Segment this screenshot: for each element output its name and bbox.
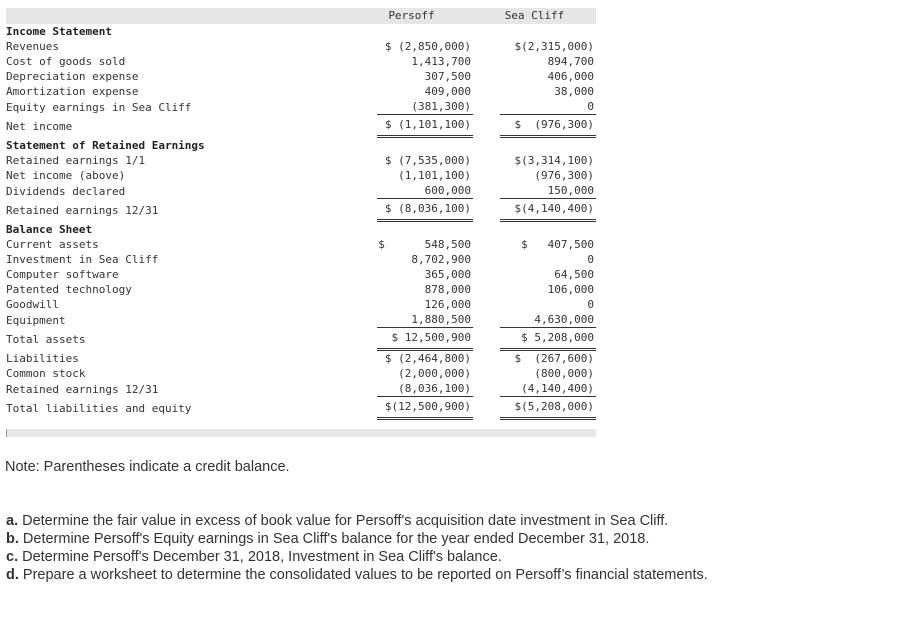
financial-statements-table (6, 8, 596, 420)
sea-cliff-cell (473, 297, 596, 312)
table-row (6, 351, 596, 366)
persoff-cell (350, 199, 473, 222)
persoff-value: $ (2,850,000) (384, 40, 471, 53)
question-b (6, 530, 708, 548)
total-row (6, 397, 596, 420)
table-row (6, 54, 596, 69)
sea-cliff-cell (473, 366, 596, 381)
row-label: Equipment (6, 313, 66, 327)
question-c (6, 548, 708, 566)
table-row (6, 69, 596, 84)
sea-cliff-value: 106,000 (547, 283, 594, 296)
sea-cliff-value: 150,000 (500, 183, 596, 199)
row-label: Patented technology (6, 283, 132, 296)
persoff-value: 365,000 (424, 268, 471, 281)
sea-cliff-cell (473, 267, 596, 282)
table-body (6, 24, 596, 420)
table-row (6, 312, 596, 328)
persoff-cell (350, 168, 473, 183)
row-label: Dividends declared (6, 184, 126, 198)
persoff-value: 8,702,900 (411, 253, 471, 266)
persoff-cell (350, 183, 473, 199)
table-row (6, 39, 596, 54)
question-letter: d. (6, 567, 19, 583)
sea-cliff-cell (473, 39, 596, 54)
sea-cliff-cell (473, 115, 596, 138)
table-row (6, 282, 596, 297)
persoff-cell (350, 237, 473, 252)
section-title: Statement of Retained Earnings (6, 139, 205, 152)
sea-cliff-value: (800,000) (534, 367, 594, 380)
persoff-cell (350, 115, 473, 138)
row-label: Equity earnings in Sea Cliff (6, 100, 192, 114)
sea-cliff-value: 0 (587, 298, 594, 311)
row-label: Depreciation expense (6, 70, 139, 83)
row-label: Retained earnings 12/31 (6, 382, 159, 396)
question-letter: b. (6, 531, 19, 547)
question-list (6, 512, 708, 584)
question-text: Prepare a worksheet to determine the consolidated values to be reported on Persoff’s financial statements. (18, 567, 708, 583)
persoff-cell (350, 252, 473, 267)
table-row (6, 183, 596, 199)
section-title: Income Statement (6, 25, 112, 38)
sea-cliff-value: $ (976,300) (500, 115, 596, 138)
sea-cliff-value: $(5,208,000) (500, 397, 596, 420)
header-label (6, 8, 350, 24)
persoff-value: $ (1,101,100) (377, 115, 473, 138)
total-row (6, 115, 596, 138)
sea-cliff-cell (473, 168, 596, 183)
section-header-row (6, 222, 596, 237)
row-label: Total assets (6, 332, 86, 346)
table-row (6, 99, 596, 115)
question-text: Determine Persoff's December 31, 2018, Investment in Sea Cliff's balance. (18, 549, 502, 565)
sea-cliff-cell (473, 84, 596, 99)
persoff-cell (350, 366, 473, 381)
row-label: Revenues (6, 40, 59, 53)
sea-cliff-cell (473, 252, 596, 267)
persoff-value: $ (7,535,000) (384, 154, 471, 167)
table-bottom-bar (6, 429, 596, 437)
note-text: Note: Parentheses indicate a credit balance. (5, 459, 290, 475)
persoff-value: 1,880,500 (377, 312, 473, 328)
persoff-cell (350, 328, 473, 351)
persoff-cell (350, 69, 473, 84)
persoff-value: 878,000 (424, 283, 471, 296)
header-sea-cliff: Sea Cliff (473, 8, 596, 24)
question-d (6, 566, 708, 584)
persoff-cell (350, 381, 473, 397)
persoff-value: 307,500 (424, 70, 471, 83)
question-a (6, 512, 708, 530)
persoff-cell (350, 54, 473, 69)
row-label: Computer software (6, 268, 119, 281)
sea-cliff-cell (473, 381, 596, 397)
persoff-cell (350, 351, 473, 366)
row-label: Amortization expense (6, 85, 139, 98)
table-row (6, 366, 596, 381)
row-label: Net income (above) (6, 169, 126, 182)
table-header-row (6, 8, 596, 24)
sea-cliff-cell (473, 237, 596, 252)
persoff-cell (350, 267, 473, 282)
sea-cliff-value: 64,500 (554, 268, 594, 281)
section-header-row (6, 138, 596, 153)
sea-cliff-value: (4,140,400) (500, 381, 596, 397)
row-label: Goodwill (6, 298, 59, 311)
sea-cliff-value: 38,000 (554, 85, 594, 98)
persoff-value: $ 548,500 (378, 238, 471, 251)
sea-cliff-value: 894,700 (547, 55, 594, 68)
total-row (6, 199, 596, 222)
row-label: Current assets (6, 238, 99, 251)
question-text: Determine the fair value in excess of book value for Persoff's acquisition date investment in Sea Cliff. (18, 513, 669, 529)
sea-cliff-cell (473, 69, 596, 84)
total-row (6, 328, 596, 351)
persoff-cell (350, 153, 473, 168)
persoff-value: $ 12,500,900 (377, 328, 473, 351)
persoff-value: $(12,500,900) (377, 397, 473, 420)
table-row (6, 267, 596, 282)
sea-cliff-value: $(4,140,400) (500, 199, 596, 222)
sea-cliff-cell (473, 282, 596, 297)
persoff-value: $ (2,464,800) (384, 352, 471, 365)
row-label: Retained earnings 12/31 (6, 203, 159, 217)
persoff-value: (2,000,000) (398, 367, 471, 380)
header-persoff: Persoff (350, 8, 473, 24)
sea-cliff-cell (473, 199, 596, 222)
sea-cliff-cell (473, 397, 596, 420)
sea-cliff-value: 406,000 (547, 70, 594, 83)
table-row (6, 237, 596, 252)
persoff-cell (350, 397, 473, 420)
persoff-value: 600,000 (377, 183, 473, 199)
sea-cliff-cell (473, 183, 596, 199)
persoff-value: $ (8,036,100) (377, 199, 473, 222)
persoff-cell (350, 39, 473, 54)
sea-cliff-value: $(3,314,100) (514, 154, 594, 167)
sea-cliff-cell (473, 328, 596, 351)
question-text: Determine Persoff's Equity earnings in Sea Cliff's balance for the year ended December 31, 2018. (18, 531, 650, 547)
section-header-row (6, 24, 596, 39)
table-row (6, 168, 596, 183)
sea-cliff-value: 0 (500, 99, 596, 115)
sea-cliff-value: 4,630,000 (500, 312, 596, 328)
row-label: Retained earnings 1/1 (6, 154, 146, 167)
persoff-value: 409,000 (424, 85, 471, 98)
sea-cliff-value: $(2,315,000) (514, 40, 594, 53)
persoff-value: 1,413,700 (411, 55, 471, 68)
persoff-cell (350, 84, 473, 99)
table-row (6, 84, 596, 99)
persoff-value: (1,101,100) (398, 169, 471, 182)
sea-cliff-cell (473, 54, 596, 69)
financial-statements-table-wrap (6, 8, 596, 420)
sea-cliff-value: 0 (587, 253, 594, 266)
table-row (6, 252, 596, 267)
persoff-cell (350, 282, 473, 297)
sea-cliff-cell (473, 99, 596, 115)
sea-cliff-value: (976,300) (534, 169, 594, 182)
row-label: Cost of goods sold (6, 55, 126, 68)
persoff-cell (350, 297, 473, 312)
persoff-value: (381,300) (377, 99, 473, 115)
sea-cliff-cell (473, 153, 596, 168)
row-label: Net income (6, 119, 73, 133)
table-row (6, 297, 596, 312)
question-letter: c. (6, 549, 19, 565)
sea-cliff-value: $ 5,208,000 (500, 328, 596, 351)
row-label: Liabilities (6, 352, 79, 365)
row-label: Total liabilities and equity (6, 401, 192, 415)
sea-cliff-cell (473, 351, 596, 366)
persoff-cell (350, 312, 473, 328)
row-label: Common stock (6, 367, 86, 380)
row-label: Investment in Sea Cliff (6, 253, 159, 266)
persoff-value: 126,000 (424, 298, 471, 311)
sea-cliff-value: $ (267,600) (514, 352, 594, 365)
table-row (6, 381, 596, 397)
sea-cliff-value: $ 407,500 (521, 238, 594, 251)
table-row (6, 153, 596, 168)
persoff-value: (8,036,100) (377, 381, 473, 397)
sea-cliff-cell (473, 312, 596, 328)
persoff-cell (350, 99, 473, 115)
question-letter: a. (6, 513, 19, 529)
section-title: Balance Sheet (6, 223, 93, 236)
